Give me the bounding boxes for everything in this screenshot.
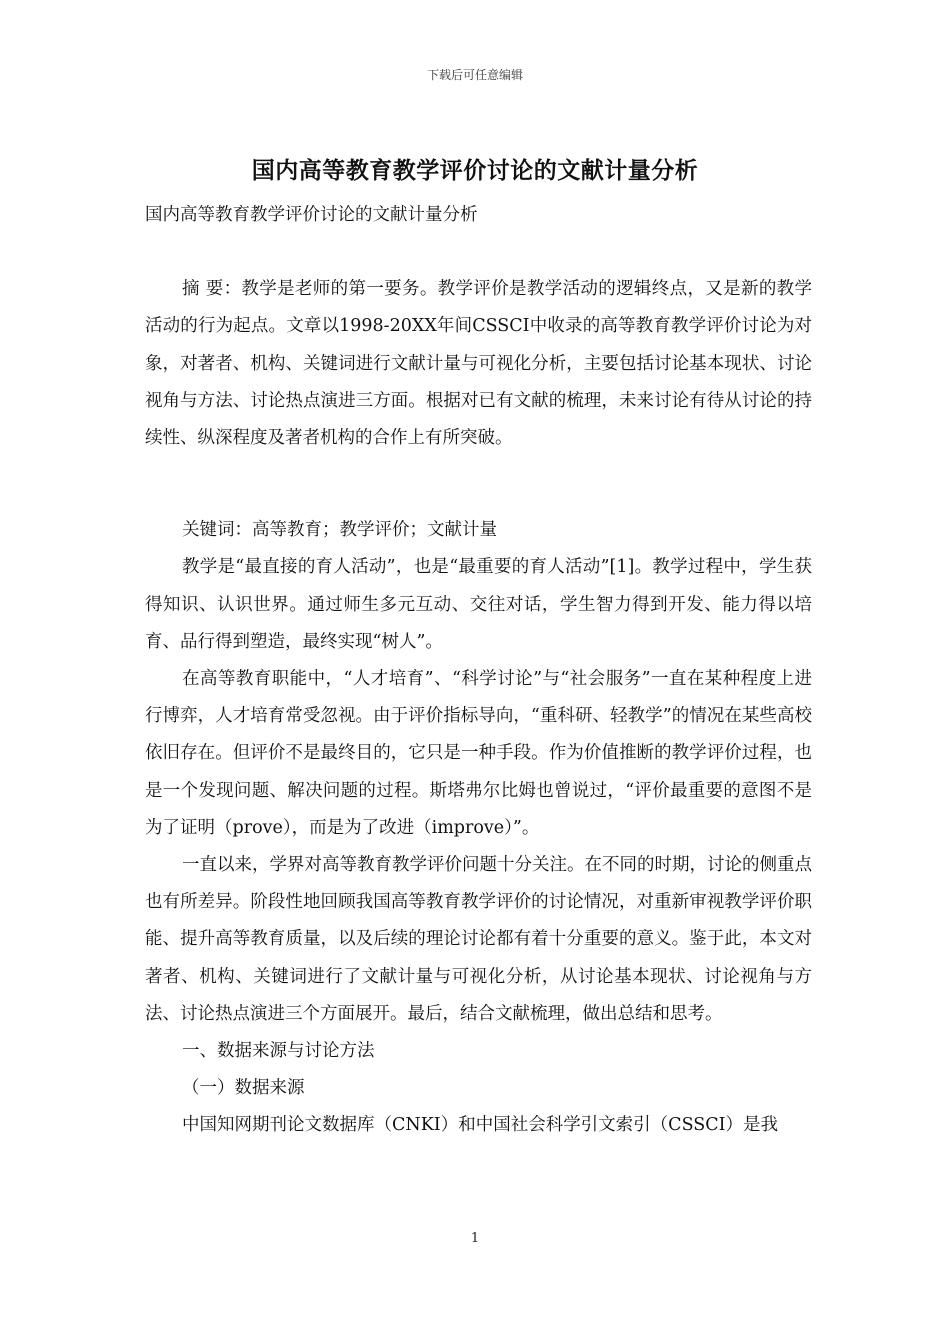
subsection-heading: （一）数据来源: [182, 1078, 305, 1099]
keywords-line: 关键词：高等教育；教学评价；文献计量: [182, 520, 497, 541]
body-paragraph-3: 一直以来，学界对高等教育教学评价问题十分关注。在不同的时期，讨论的侧重点也有所差异。阶段性地回顾我国高等教育教学评价的讨论情况，对重新审视教学评价职能、提升高等教育质量，以及后续的理论讨论都有着十分重要的意义。鉴于此，本文对著者、机构、关键词进行了文献计量与可视化分析，从讨论基本现状、讨论视角与方法、讨论热点演进三个方面展开。最后，结合文献梳理，做出总结和思考。: [145, 855, 812, 1024]
document-subtitle: 国内高等教育教学评价讨论的文献计量分析: [145, 205, 478, 225]
section-heading: 一、数据来源与讨论方法: [182, 1041, 375, 1062]
body-paragraph-1: 教学是“最直接的育人活动”，也是“最重要的育人活动”[1]。教学过程中，学生获得知识、认识世界。通过师生多元互动、交往对话，学生智力得到开发、能力得以培育、品行得到塑造，最终实现“树人”。: [145, 557, 812, 652]
page-number: 1: [470, 1231, 480, 1246]
page-header: 下载后可任意编辑: [426, 68, 523, 82]
abstract-paragraph: 摘 要：教学是老师的第一要务。教学评价是教学活动的逻辑终点，又是新的教学活动的行为起点。文章以1998-20XX年间CSSCI中收录的高等教育教学评价讨论为对象，对著者、机构、关键词进行文献计量与可视化分析，主要包括讨论基本现状、讨论视角与方法、讨论热点演进三方面。根据对已有文献的梳理，未来讨论有待从讨论的持续性、纵深程度及著者机构的合作上有所突破。: [145, 279, 812, 449]
body-paragraph-4: 中国知网期刊论文数据库（CNKI）和中国社会科学引文索引（CSSCI）是我: [182, 1115, 779, 1136]
document-body: [145, 197, 812, 1145]
body-paragraph-2: 在高等教育职能中，“人才培育”、“科学讨论”与“社会服务”一直在某种程度上进行博弈，人才培育常受忽视。由于评价指标导向，“重科研、轻教学”的情况在某些高校依旧存在。但评价不是最终目的，它只是一种手段。作为价值推断的教学评价过程，也是一个发现问题、解决问题的过程。斯塔弗尔比姆也曾说过，“评价最重要的意图不是为了证明（prove），而是为了改进（improve）”。: [145, 669, 812, 838]
document-title: 国内高等教育教学评价讨论的文献计量分析: [251, 157, 699, 184]
